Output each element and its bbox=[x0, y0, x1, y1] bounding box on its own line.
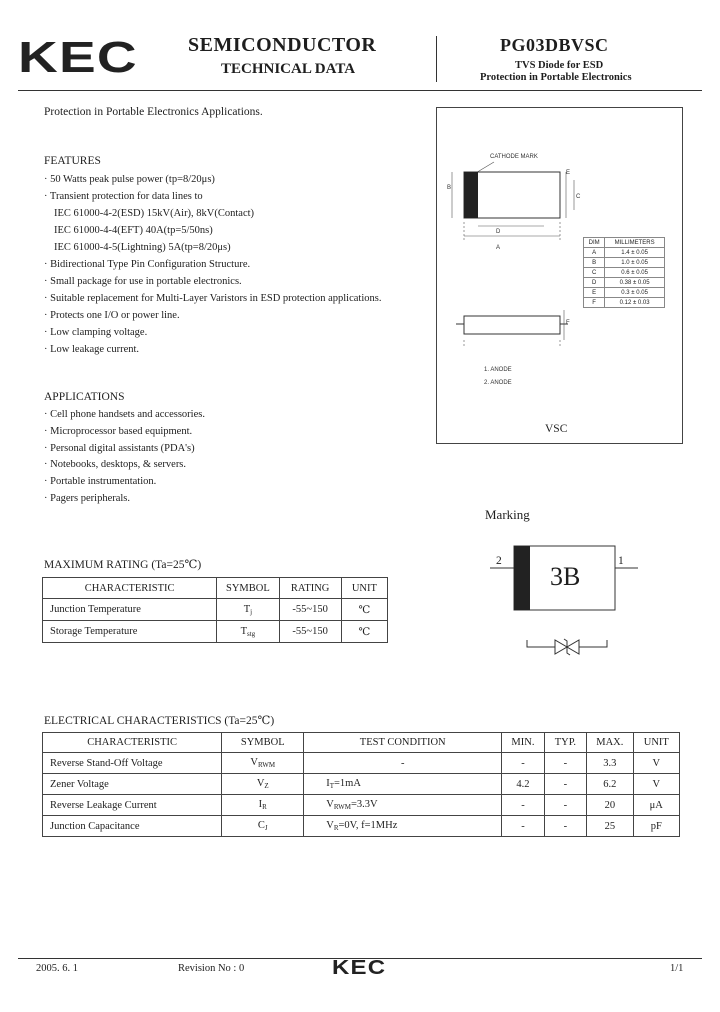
dimensions-table bbox=[583, 237, 665, 308]
footer-revision: Revision No : 0 bbox=[178, 963, 245, 974]
package-top-view-drawing bbox=[444, 160, 584, 250]
description-line2: Protection in Portable Electronics bbox=[480, 72, 632, 83]
table-row: Zener Voltage $V_Z$ $I_T=1mA$ 4.2 - 6.2 V bbox=[43, 774, 680, 795]
list-item: · Protects one I/O or power line. bbox=[44, 310, 180, 321]
pin2-label: 2. ANODE bbox=[484, 380, 512, 386]
table-row: E 0.3 ± 0.05 bbox=[584, 288, 665, 298]
table-row: Reverse Leakage Current $I_R$ $V_{RWM}=3.3V$ - - 20 μA bbox=[43, 795, 680, 816]
marking-code: 3B bbox=[550, 562, 581, 591]
table-row: Junction Capacitance $C_J$ $V_R=0V$, f=1MHz - - 25 pF bbox=[43, 816, 680, 837]
dim-label-b: B bbox=[447, 185, 452, 191]
dim-label-f: F bbox=[566, 320, 570, 326]
max-rating-table bbox=[42, 577, 388, 643]
table-row: Junction Temperature $T_j$ -55~150 ℃ bbox=[43, 599, 388, 621]
col-header: SYMBOL bbox=[222, 733, 304, 753]
list-item: · Portable instrumentation. bbox=[44, 476, 157, 488]
col-header: MIN. bbox=[502, 733, 544, 753]
dim-header-dim: DIM bbox=[584, 238, 605, 248]
header-subtitle: TECHNICAL DATA bbox=[221, 61, 356, 77]
dim-header-mm: MILLIMETERS bbox=[605, 238, 665, 248]
col-header: SYMBOL bbox=[217, 578, 279, 599]
list-item: · Personal digital assistants (PDA's) bbox=[44, 442, 195, 454]
header-title: SEMICONDUCTOR bbox=[188, 34, 377, 56]
list-item: · Transient protection for data lines to bbox=[44, 191, 203, 202]
col-header: RATING bbox=[279, 578, 341, 599]
features-heading: FEATURES bbox=[44, 155, 101, 167]
pin1-label: 1. ANODE bbox=[484, 367, 512, 373]
col-header: TEST CONDITION bbox=[304, 733, 502, 753]
col-header: CHARACTERISTIC bbox=[43, 578, 217, 599]
bidirectional-diode-icon bbox=[525, 635, 610, 659]
col-header: MAX. bbox=[587, 733, 633, 753]
col-header: UNIT bbox=[341, 578, 387, 599]
applications-heading: APPLICATIONS bbox=[44, 391, 125, 403]
kec-logo: KEC bbox=[18, 33, 138, 82]
footer-kec-logo: KEC bbox=[332, 957, 387, 979]
list-item: IEC 61000-4-4(EFT) 40A(tp=5/50ns) bbox=[54, 225, 213, 236]
table-row: A 1.4 ± 0.05 bbox=[584, 248, 665, 258]
header-rule bbox=[18, 90, 702, 91]
description-line1: TVS Diode for ESD bbox=[515, 60, 604, 71]
list-item: · Suitable replacement for Multi-Layer Varistors in ESD protection applications. bbox=[44, 293, 382, 304]
table-row: F 0.12 ± 0.03 bbox=[584, 298, 665, 308]
list-item: · Microprocessor based equipment. bbox=[44, 425, 193, 437]
dim-label-d: D bbox=[496, 229, 501, 235]
applications-list bbox=[44, 407, 205, 508]
list-item: · Bidirectional Type Pin Configuration Structure. bbox=[44, 259, 251, 270]
cathode-mark-label: CATHODE MARK bbox=[490, 154, 538, 160]
table-row: C 0.6 ± 0.05 bbox=[584, 268, 665, 278]
list-item: · Low leakage current. bbox=[44, 344, 140, 355]
list-item: · 50 Watts peak pulse power (tp=8/20μs) bbox=[44, 174, 215, 185]
col-header: TYP. bbox=[544, 733, 586, 753]
intro-text: Protection in Portable Electronics Applications. bbox=[44, 106, 263, 118]
footer-date: 2005. 6. 1 bbox=[36, 963, 78, 974]
marking-title: Marking bbox=[485, 507, 530, 522]
table-row: D 0.38 ± 0.05 bbox=[584, 278, 665, 288]
marking-pin-left: 2 bbox=[496, 555, 502, 567]
table-row: Storage Temperature $T_{stg}$ -55~150 ℃ bbox=[43, 621, 388, 643]
marking-pin-right: 1 bbox=[618, 555, 624, 567]
list-item: · Small package for use in portable electronics. bbox=[44, 276, 242, 287]
list-item: IEC 61000-4-2(ESD) 15kV(Air), 8kV(Contact) bbox=[54, 208, 255, 219]
list-item: · Cell phone handsets and accessories. bbox=[44, 409, 205, 420]
footer-page: 1/1 bbox=[670, 963, 684, 974]
dim-label-c: C bbox=[576, 194, 581, 200]
header-divider bbox=[436, 36, 437, 82]
electrical-table bbox=[42, 732, 680, 837]
max-rating-title: MAXIMUM RATING (Ta=25℃) bbox=[44, 559, 202, 571]
features-list bbox=[44, 171, 381, 358]
table-row: B 1.0 ± 0.05 bbox=[584, 258, 665, 268]
col-header: CHARACTERISTIC bbox=[43, 733, 222, 753]
list-item: · Pagers peripherals. bbox=[44, 492, 131, 504]
electrical-title: ELECTRICAL CHARACTERISTICS (Ta=25℃) bbox=[44, 715, 275, 727]
table-row: Reverse Stand-Off Voltage $V_{RWM}$ - - - 3.3 V bbox=[43, 753, 680, 774]
part-number: PG03DBVSC bbox=[500, 35, 609, 55]
dim-label-a: A bbox=[496, 245, 501, 251]
dim-label-e: E bbox=[566, 170, 571, 176]
package-name: VSC bbox=[545, 423, 568, 435]
col-header: UNIT bbox=[633, 733, 679, 753]
package-side-view-drawing bbox=[452, 300, 582, 350]
list-item: · Notebooks, desktops, & servers. bbox=[44, 459, 187, 471]
list-item: · Low clamping voltage. bbox=[44, 327, 148, 338]
list-item: IEC 61000-4-5(Lightning) 5A(tp=8/20μs) bbox=[54, 242, 231, 253]
